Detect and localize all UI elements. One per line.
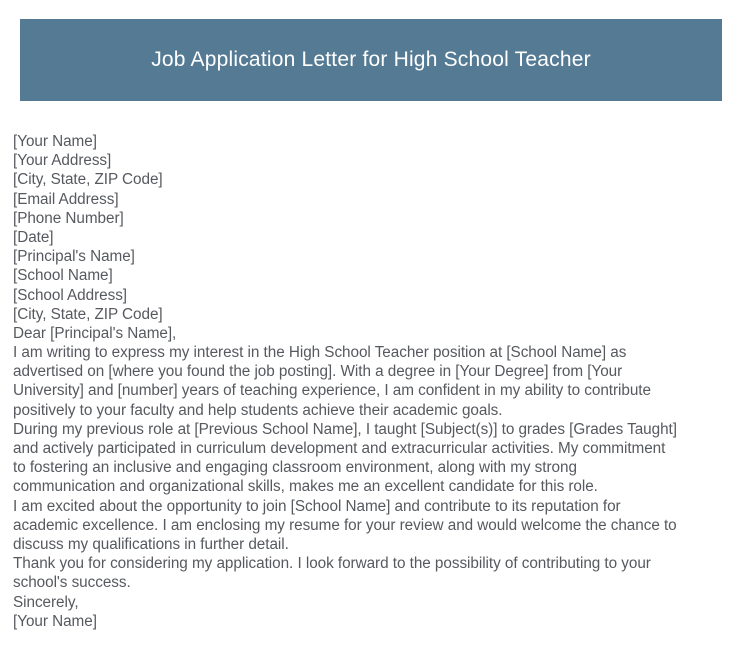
page-title: Job Application Letter for High School Teacher — [151, 48, 591, 71]
letter-line: positively to your faculty and help students achieve their academic goals. — [13, 401, 503, 419]
letter-line: [Your Name] — [13, 612, 97, 630]
letter-line: and actively participated in curriculum development and extracurricular activities. My commitment — [13, 440, 666, 457]
letter-line: [Your Address] — [13, 152, 112, 170]
letter-line: Dear [Principal's Name], — [13, 324, 177, 342]
letter-line: I am writing to express my interest in the High School Teacher position at [School Name] as — [13, 344, 627, 362]
letter-line: academic excellence. I am enclosing my resume for your review and would welcome the chance to — [13, 516, 677, 534]
letter-line: school's success. — [13, 574, 131, 592]
letter-line: discuss my qualifications in further detail. — [13, 535, 289, 553]
letter-line: Thank you for considering my application. I look forward to the possibility of contributing to your — [13, 555, 651, 573]
letter-line: During my previous role at [Previous School Name], I taught [Subject(s)] to grades [Grades Taught] — [13, 420, 677, 438]
letter-line: [School Address] — [13, 286, 127, 304]
letter-line: [Date] — [13, 228, 54, 246]
letter-line: [School Name] — [13, 267, 113, 285]
letter-line: [Email Address] — [13, 190, 119, 208]
letter-line: to fostering an inclusive and engaging classroom environment, along with my strong — [13, 459, 577, 477]
letter-line: [Your Name] — [13, 133, 97, 150]
letter-line: communication and organizational skills, makes me an excellent candidate for this role. — [13, 478, 598, 496]
document-title-bar — [20, 19, 722, 101]
letter-line: [City, State, ZIP Code] — [13, 305, 163, 323]
letter-line: Sincerely, — [13, 593, 79, 611]
letter-line: [Principal's Name] — [13, 248, 135, 266]
letter-line: [Phone Number] — [13, 209, 124, 227]
letter-line: I am excited about the opportunity to join [School Name] and contribute to its reputation for — [13, 497, 621, 515]
letter-line: [City, State, ZIP Code] — [13, 171, 163, 189]
letter-line: advertised on [where you found the job posting]. With a degree in [Your Degree] from [Your — [13, 363, 623, 381]
letter-line: University] and [number] years of teaching experience, I am confident in my ability to contribute — [13, 382, 651, 400]
letter-body — [13, 132, 727, 631]
